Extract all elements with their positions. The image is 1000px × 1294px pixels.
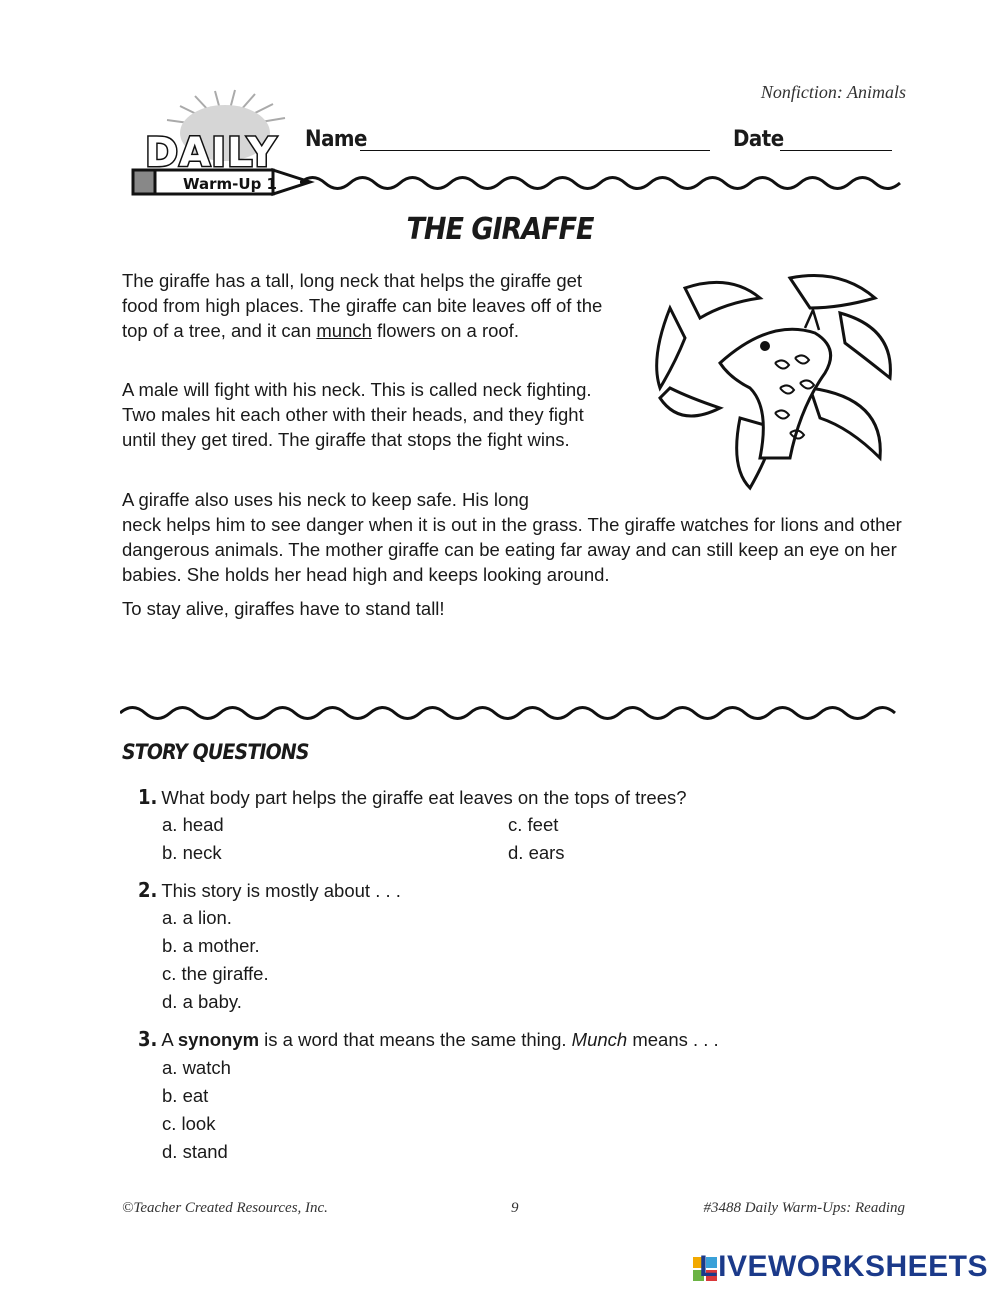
logo-sub: Warm-Up 1: [183, 175, 277, 193]
q1-option-a[interactable]: a. head: [162, 814, 224, 835]
q1-option-c[interactable]: c. feet: [508, 814, 559, 835]
q1-option-b[interactable]: b. neck: [162, 842, 222, 863]
paragraph-1: The giraffe has a tall, long neck that helps the giraffe get food from high places. The giraffe can bite leaves off of the top of a tree, and it can munch flowers on a roof.: [122, 270, 603, 341]
footer-page-number: 9: [511, 1200, 519, 1216]
logo-word: DAILY: [145, 130, 278, 176]
question-2: 2. This story is mostly about . . .: [138, 878, 401, 902]
question-1: 1. What body part helps the giraffe eat leaves on the tops of trees?: [138, 785, 687, 809]
q2-option-d[interactable]: d. a baby.: [162, 991, 242, 1012]
q1-option-d[interactable]: d. ears: [508, 842, 565, 863]
story-title: THE GIRAFFE: [406, 212, 594, 247]
q3-option-d[interactable]: d. stand: [162, 1141, 228, 1162]
category-label: Nonfiction: Animals: [760, 82, 906, 102]
footer-book-title: #3488 Daily Warm-Ups: Reading: [703, 1200, 905, 1216]
paragraph-3: A giraffe also uses his neck to keep safe. His long neck helps him to see danger when it is out in the grass. The giraffe watches for lions and other dangerous animals. The mother giraffe can be eating far away and can still keep an eye on her babies. She holds her head high and keeps looking around.: [122, 489, 902, 585]
name-field[interactable]: [360, 150, 710, 151]
questions-heading: STORY QUESTIONS: [122, 740, 309, 764]
q3-option-b[interactable]: b. eat: [162, 1085, 209, 1106]
date-label: Date: [733, 127, 784, 152]
munch-word: munch: [316, 320, 372, 341]
q2-option-b[interactable]: b. a mother.: [162, 935, 260, 956]
footer-copyright: ©Teacher Created Resources, Inc.: [122, 1200, 328, 1216]
paragraph-2: A male will fight with his neck. This is called neck fighting. Two males hit each other with their heads, and they fight until they get tired. The giraffe that stops the fight wins.: [122, 379, 592, 450]
q2-option-c[interactable]: c. the giraffe.: [162, 963, 269, 984]
daily-warmup-logo: [125, 88, 320, 203]
q2-option-a[interactable]: a. a lion.: [162, 907, 232, 928]
wavy-divider-middle: [120, 702, 910, 724]
date-field[interactable]: [780, 150, 892, 151]
paragraph-4: To stay alive, giraffes have to stand tall!: [122, 598, 445, 619]
name-label: Name: [305, 127, 367, 152]
q3-option-c[interactable]: c. look: [162, 1113, 216, 1134]
question-3: 3. A synonym is a word that means the same thing. Munch means . . .: [138, 1027, 719, 1051]
giraffe-illustration: [640, 268, 900, 493]
q3-option-a[interactable]: a. watch: [162, 1057, 231, 1078]
wavy-divider-top: [300, 172, 908, 194]
liveworksheets-brand[interactable]: LIVEWORKSHEETS: [699, 1250, 988, 1283]
